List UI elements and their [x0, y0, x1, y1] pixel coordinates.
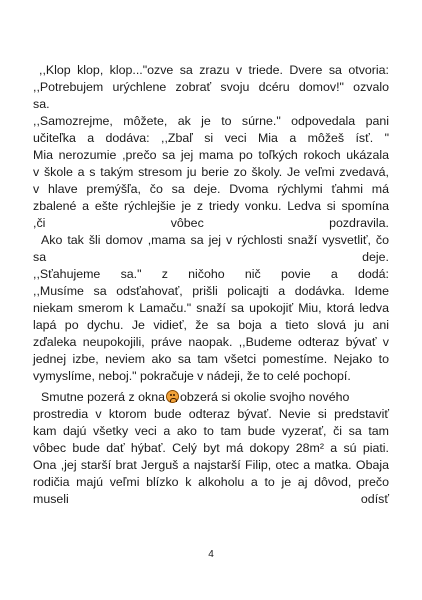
text-line: niekam smerom k Lamaču." snaží sa upokojiť Miu, ktorá ledva	[33, 301, 389, 315]
text-line: museli odísť	[33, 492, 389, 506]
text-line: učiteľka a dodáva: ,,Zbaľ si veci Mia a môžeš ísť. "	[33, 131, 389, 145]
text-line: zbalené a ešte rýchlejšie je z triedy vonku. Ledva si spomína	[33, 199, 389, 213]
text-line: Ona ,jej starší brat Jerguš a najstarší Filip, otec a matka. Obaja	[33, 458, 389, 472]
text-line: rodičia majú veľmi blízko k alkoholu a to je aj dôvod, prečo	[33, 475, 389, 489]
text-line: zďaleka neupokojili, práve naopak. ,,Budeme odteraz bývať v	[33, 335, 389, 349]
text-line: ,,Potrebujem urýchlene zobrať svoju dcéru domov!" ozvalo	[33, 80, 389, 94]
text-line: sa deje.	[33, 250, 389, 264]
text-line	[33, 389, 389, 406]
text-line: ,,Samozrejme, môžete, ak je to súrne." odpovedala pani	[33, 114, 389, 128]
text-line: ,či vôbec pozdravila.	[33, 216, 389, 230]
text-line: prostredia v ktorom bude odteraz bývať. Nevie si predstaviť	[33, 407, 389, 421]
text-fragment: obzerá si okolie svojho nového	[179, 390, 350, 404]
text-line: v škole a s takým stresom ju berie zo školy. Je veľmi zvedavá,	[33, 165, 389, 179]
text-line: vôbec bude dať hýbať. Celý byt má dokopy 28m² a sú piati.	[33, 441, 389, 455]
sad-face-emoji-icon	[166, 390, 179, 403]
text-line: ,,Musíme sa odsťahovať, prišli policajti a dodávka. Ideme	[33, 284, 389, 298]
text-line: vymyslíme, neboj." pokračuje v nádeji, že to celé pochopí.	[33, 369, 351, 383]
page-number: 4	[208, 549, 214, 560]
text-fragment: Smutne pozerá z okna	[41, 390, 165, 404]
text-line: ,,Sťahujeme sa." z ničoho nič povie a dodá:	[33, 267, 389, 281]
text-line: lapá po dychu. Je vidieť, že sa boja a tieto slová ju ani	[33, 318, 389, 332]
text-line: Ako tak šli domov ,mama sa jej v rýchlosti snaží vysvetliť, čo	[41, 233, 389, 247]
text-line: Mia nerozumie ,prečo sa jej mama po toľkých rokoch ukázala	[33, 148, 389, 162]
text-line: kam dajú všetky veci a ako to tam bude vyzerať, či sa tam	[33, 424, 389, 438]
text-line: jednej izbe, neviem ako sa tam všetci pomestíme. Nejako to	[33, 352, 389, 366]
text-line: ,,Klop klop, klop..."ozve sa zrazu v triede. Dvere sa otvoria:	[39, 63, 389, 77]
text-line: v hlave premýšľa, čo sa deje. Dvoma rýchlymi ťahmi má	[33, 182, 389, 196]
text-line: sa.	[33, 97, 50, 111]
